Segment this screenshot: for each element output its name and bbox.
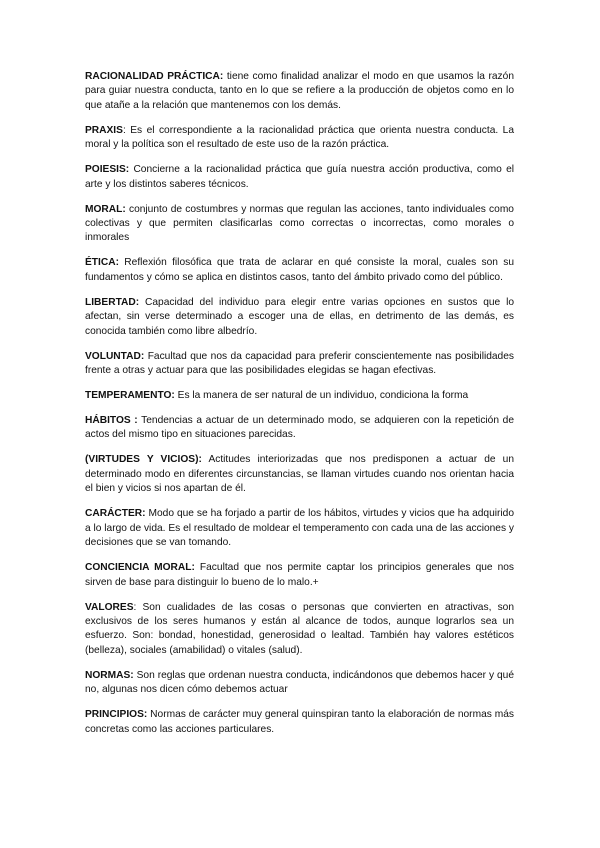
- entry-definition: Son reglas que ordenan nuestra conducta, indicándonos que debemos hacer y qué no, algunas nos dicen cómo debemos actuar: [85, 669, 514, 696]
- entry-etica: [85, 256, 514, 285]
- entry-term: TEMPERAMENTO:: [85, 390, 175, 402]
- entry-term: POIESIS:: [85, 164, 130, 176]
- entry-definition: Facultad que nos permite captar los principios generales que nos sirven de base para distinguir lo bueno de lo malo.+: [85, 562, 514, 588]
- entry-definition: Actitudes interiorizadas que nos predisponen a actuar de un determinado modo en diferentes circunstancias, se llaman virtudes cuando nos orientan hacia el bien y vicios si nos apartan de él.: [85, 454, 514, 495]
- entry-definition: Modo que se ha forjado a partir de los hábitos, virtudes y vicios que ha adquirido a lo largo de vida. Es el resultado de moldear el temperamento con cada una de las acciones y decisiones que se van tomando.: [85, 508, 514, 549]
- entry-libertad: [85, 296, 514, 339]
- document-page: [85, 70, 514, 748]
- entry-definition: : Son cualidades de las cosas o personas que convierten en atractivas, son exclusivos de los seres humanos y están al alcance de todos, aunque lograrlos sea un esfuerzo. Son: bondad, honestidad, generosidad o lealtad. También hay valores estéticos (belleza), sociales (amabilidad) o vitales (salud).: [85, 601, 514, 656]
- entry-conciencia-moral: [85, 561, 514, 590]
- entry-term: HÁBITOS :: [85, 415, 138, 427]
- entry-praxis: [85, 124, 514, 153]
- entry-virtudes-y-vicios: [85, 453, 514, 496]
- entry-moral: [85, 203, 514, 246]
- entry-valores: [85, 601, 514, 659]
- entry-poiesis: [85, 163, 514, 192]
- entry-definition: Tendencias a actuar de un determinado modo, se adquieren con la repetición de actos del mismo tipo en situaciones parecidas.: [85, 415, 514, 441]
- entry-definition: Reflexión filosófica que trata de aclarar en qué consiste la moral, cuales son su fundamentos y cómo se aplica en distintos casos, tanto del ámbito privado como del público.: [85, 257, 514, 283]
- entry-term: ÉTICA:: [85, 257, 119, 269]
- entry-voluntad: [85, 350, 514, 379]
- entry-temperamento: [85, 389, 514, 403]
- entry-term: CARÁCTER:: [85, 508, 146, 520]
- entry-definition: Es la manera de ser natural de un individuo, condiciona la forma: [177, 390, 469, 402]
- entry-definition: Capacidad del individuo para elegir entre varias opciones en sustos que lo afectan, sin verse determinado a escoger una de ellas, en detrimento de las demás, es conocida también como libre albedrío.: [85, 296, 514, 337]
- entry-principios: [85, 708, 514, 737]
- entry-definition: Normas de carácter muy general quinspiran tanto la elaboración de normas más concretas como las acciones particulares.: [85, 709, 514, 735]
- entry-definition: Facultad que nos da capacidad para preferir conscientemente nas posibilidades frente a otras y actuar para que las posibilidades elegidas se hagan efectivas.: [85, 350, 514, 377]
- entry-term: VALORES: [85, 601, 134, 613]
- entry-racionalidad-practica: [85, 70, 514, 113]
- entry-caracter: [85, 507, 514, 550]
- entry-term: CONCIENCIA MORAL:: [85, 562, 195, 574]
- entry-term: VOLUNTAD:: [85, 350, 145, 362]
- entry-habitos: [85, 414, 514, 443]
- entry-term: PRINCIPIOS:: [85, 709, 148, 721]
- entry-normas: [85, 669, 514, 698]
- entry-definition: Concierne a la racionalidad práctica que guía nuestra acción productiva, como el arte y los distintos saberes técnicos.: [85, 164, 514, 190]
- entry-term: PRAXIS: [85, 124, 123, 136]
- entry-term: MORAL:: [85, 203, 126, 215]
- entry-definition: tiene como finalidad analizar el modo en que usamos la razón para guiar nuestra conducta, tanto en lo que se refiere a la producción de objetos como en lo que atañe a la relación que mantenemos con los demás.: [85, 71, 514, 111]
- entry-term: (VIRTUDES Y VICIOS):: [85, 454, 202, 466]
- entry-term: RACIONALIDAD PRÁCTICA:: [85, 71, 224, 82]
- entry-term: NORMAS:: [85, 669, 134, 681]
- entry-definition: : Es el correspondiente a la racionalidad práctica que orienta nuestra conducta. La moral y la política son el resultado de este uso de la razón práctica.: [85, 124, 514, 151]
- entry-definition: conjunto de costumbres y normas que regulan las acciones, tanto individuales como colectivas y que permiten clasificarlas como correctas o incorrectas, como morales o inmorales: [85, 203, 514, 244]
- entry-term: LIBERTAD:: [85, 296, 140, 308]
